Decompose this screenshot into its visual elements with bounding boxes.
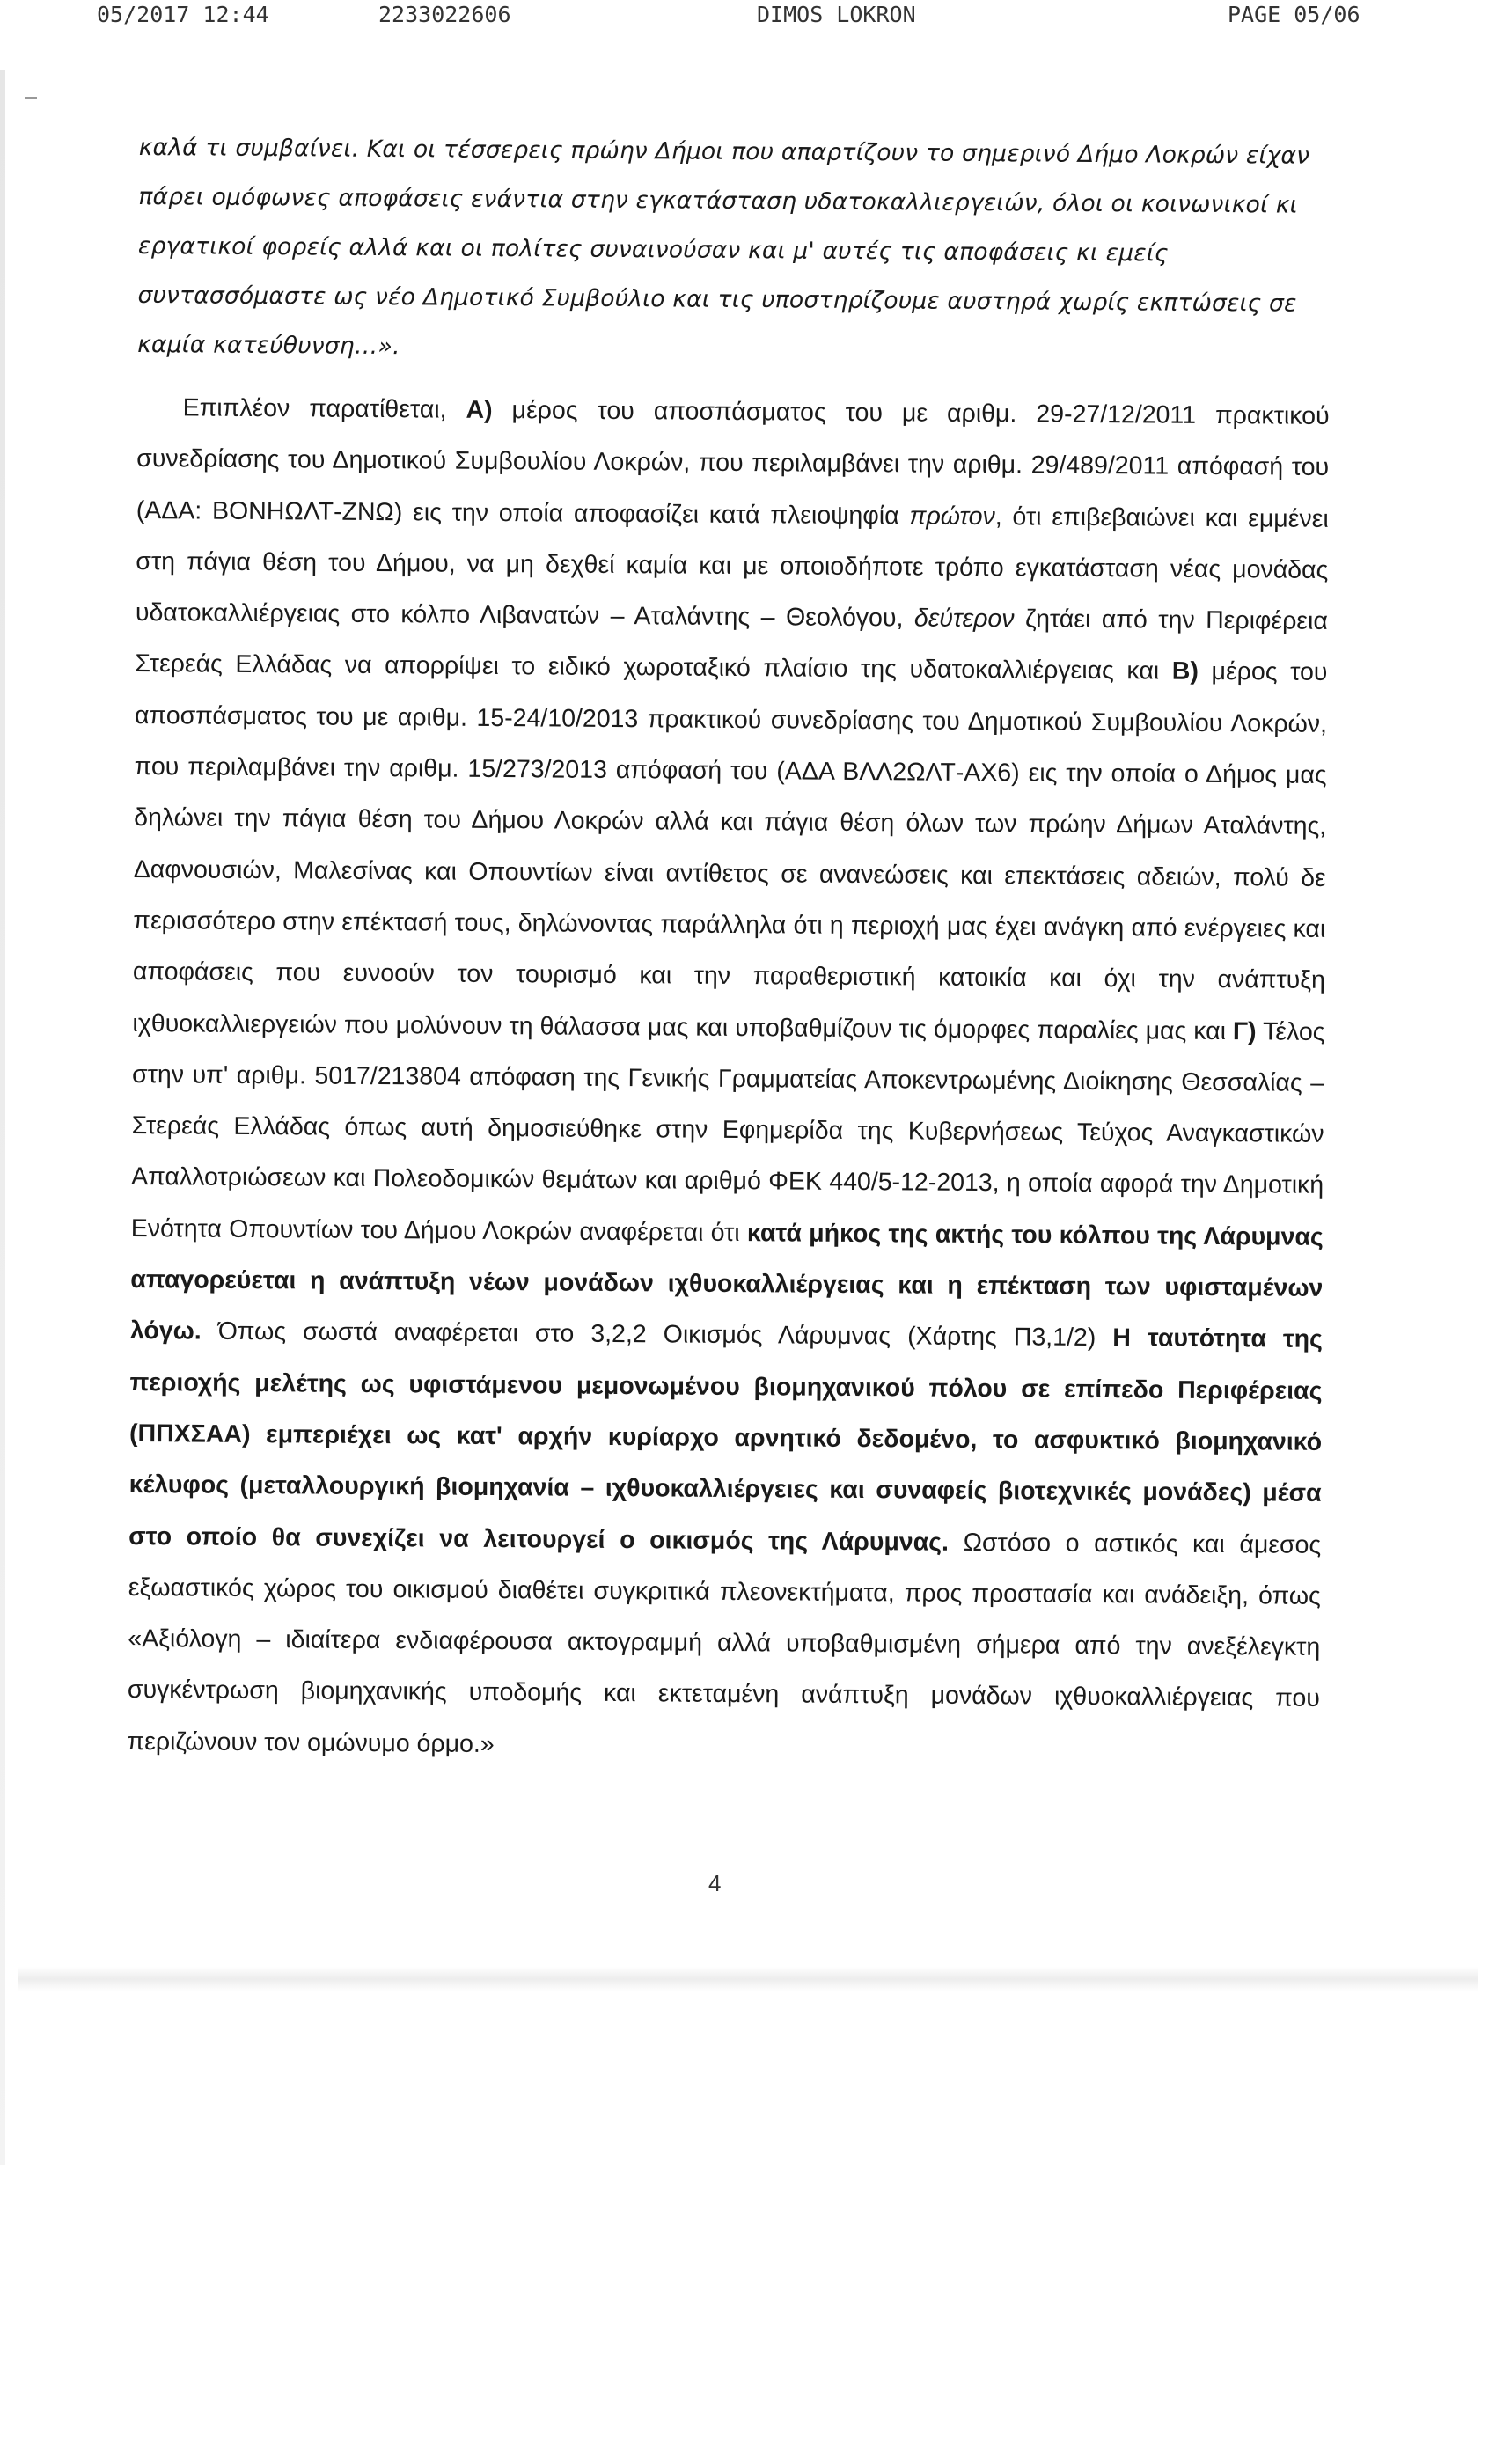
document-body: [127, 123, 1331, 1776]
quote-line: πάρει ομόφωνες αποφάσεις ενάντια στην εγκατάσταση υδατοκαλλιεργειών, όλοι οι κοινωνικοί κι: [138, 182, 1298, 219]
bold-statement-identity: Η ταυτότητα της περιοχής μελέτης ως υφιστάμενου μεμονωμένου βιομηχανικού πόλου σε επίπεδο Περιφέρειας (ΠΠΧΣΑΑ) εμπεριέχει ως κατ' αρχήν κυρίαρχο αρνητικό δεδομένο, το ασφυκτικό βιομηχανικό κέλυφος (μεταλλουργική βιομηχανία – ιχθυοκαλλιέργειες και συναφείς βιοτεχνικές μονάδες) μέσα στο οποίο θα συνεχίζει να λειτουργεί ο οικισμός της Λάρυμνας.: [128, 1324, 1324, 1557]
fax-header: [0, 0, 1496, 35]
text-run: Επιπλέον παρατίθεται,: [182, 393, 466, 424]
text-run: Όπως σωστά αναφέρεται στο 3,2,2 Οικισμός Λάρυμνας (Χάρτης Π3,1/2): [201, 1316, 1113, 1353]
quote-line: εργατικοί φορείς αλλά και οι πολίτες συναινούσαν και μ' αυτές τις αποφάσεις κι εμείς: [137, 231, 1169, 268]
quote-block: [137, 123, 1331, 378]
scan-mark: [25, 97, 37, 99]
item-marker-a: Α): [466, 395, 493, 424]
emphasis-second: δεύτερον: [913, 604, 1015, 634]
quote-line: συντασσόμαστε ως νέο Δημοτικό Συμβούλιο και τις υποστηρίζουμε αυστηρά χωρίς εκπτώσεις σε: [137, 281, 1297, 318]
text-run: Τέλος στην υπ' αριθμ. 5017/213804 απόφαση της Γενικής Γραμματείας Αποκεντρωμένης Διοίκησης Θεσσαλίας – Στερεάς Ελλάδας όπως αυτή δημοσιεύθηκε στην Εφημερίδα της Κυβερνήσεως Τεύχος Αναγκαστικών Απαλλοτριώσεων και Πολεοδομικών θεμάτων και αριθμό ΦΕΚ 440/5-12-2013, η οποία αφορά την Δημοτική Ενότητα Οπουντίων του Δήμου Λοκρών αναφέρεται ότι: [130, 1016, 1325, 1247]
text-run: Ωστόσο ο αστικός και άμεσος εξωαστικός χώρος του οικισμού διαθέτει συγκριτικά πλεονεκτήματα, προς προστασία και ανάδειξη, όπως «Αξιόλογη – ιδιαίτερα ενδιαφέρουσα ακτογραμμή αλλά υποβαθμισμένη σήμερα από την ανεξέλεγκτη συγκέντρωση βιομηχανικής υποδομής και εκτεταμένη ανάπτυξη μονάδων ιχθυοκαλλιέργειας που περιζώνουν τον ομώνυμο όρμο.»: [127, 1528, 1322, 1758]
emphasis-first: πρώτον: [909, 502, 995, 531]
scan-edge-shadow: [0, 70, 5, 2165]
bold-statement-prohibition: κατά μήκος της ακτής του κόλπου της Λάρυμνας απαγορεύεται η ανάπτυξη νέων μονάδων ιχθυοκαλλιέργειας και η επέκταση των υφισταμένων λόγω.: [129, 1218, 1324, 1346]
quote-line: καλά τι συμβαίνει. Και οι τέσσερεις πρώην Δήμοι που απαρτίζουν το σημερινό Δήμο Λοκρών είχαν: [138, 133, 1310, 170]
main-paragraph: [127, 382, 1330, 1776]
quote-line: καμία κατεύθυνση…».: [137, 330, 400, 361]
fax-phone: 2233022606: [378, 2, 511, 27]
scan-bottom-shadow: [18, 1967, 1478, 1991]
fax-date: [97, 2, 269, 27]
text-run: , ότι επιβεβαιώνει και εμμένει στη πάγια θέση του Δήμου, να μη δεχθεί καμία και με οποιοδήποτε τρόπο εγκατάσταση νέας μονάδας υδατοκαλλιέργειας στο κόλπο Λιβανατών – Αταλάντης – Θεολόγου,: [135, 502, 1329, 633]
page-number: 4: [708, 1870, 722, 1896]
fax-time-value: 12:44: [202, 2, 269, 27]
fax-date-value: 05/2017: [97, 2, 190, 27]
fax-sender: DIMOS LOKRON: [757, 2, 916, 27]
item-marker-c: Γ): [1232, 1016, 1257, 1045]
text-run: μέρος του αποσπάσματος του με αριθμ. 29-27/12/2011 πρακτικού συνεδρίασης του Δημοτικού Συμβουλίου Λοκρών, που περιλαμβάνει την αριθμ. 29/489/2011 απόφασή του (ΑΔΑ: ΒΟΝΗΩΛΤ-ΖΝΩ) εις την οποία αποφασίζει κατά πλειοψηφία: [136, 395, 1330, 531]
item-marker-b: Β): [1171, 657, 1199, 686]
fax-page-indicator: PAGE 05/06: [1228, 2, 1360, 27]
text-run: ζητάει από την Περιφέρεια Στερεάς Ελλάδας να απορρίψει το ειδικό χωροταξικό πλαίσιο της υδατοκαλλιέργειας και: [135, 605, 1329, 686]
text-run: μέρος του αποσπάσματος του με αριθμ. 15-24/10/2013 πρακτικού συνεδρίασης του Δημοτικού Συμβουλίου Λοκρών, που περιλαμβάνει την αριθμ. 15/273/2013 απόφασή του (ΑΔΑ ΒΛΛ2ΩΛΤ-ΑΧ6) εις την οποία ο Δήμος μας δηλώνει την πάγια θέση του Δήμου Λοκρών αλλά και πάγια θέση όλων των πρώην Δήμων Αταλάντης, Δαφνουσιών, Μαλεσίνας και Οπουντίων είναι αντίθετος σε ανανεώσεις και επεκτάσεις αδειών, πολύ δε περισσότερο στην επέκτασή τους, δηλώνοντας παράλληλα ότι η περιοχή μας έχει ανάγκη από ενέργειες και αποφάσεις που ευνοούν τον τουρισμό και την παραθεριστική κατοικία και όχι την ανάπτυξη ιχθυοκαλλιεργειών που μολύνουν τη θάλασσα μας και υποβαθμίζουν τις όμορφες παραλίες μας και: [132, 657, 1328, 1045]
